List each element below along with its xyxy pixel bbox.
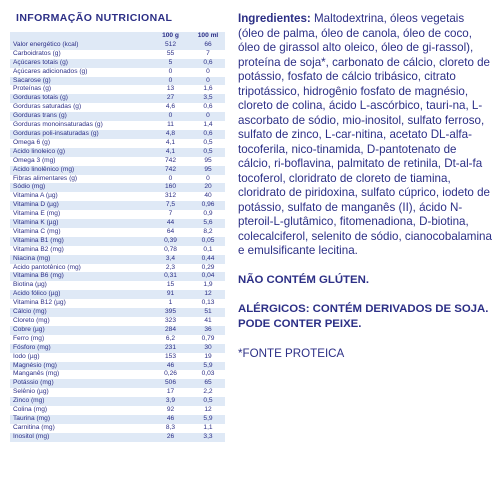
row-value-100g: 92 (150, 406, 188, 415)
row-value-100g: 55 (150, 50, 188, 59)
table-row (10, 388, 225, 397)
row-value-100g: 0 (150, 112, 188, 121)
row-value-100ml: 95 (188, 166, 225, 175)
row-label: Carboidratos (g) (10, 50, 150, 59)
header-100g: 100 g (150, 32, 188, 41)
table-row (10, 246, 225, 255)
row-value-100ml: 5,9 (188, 415, 225, 424)
table-row (10, 201, 225, 210)
row-label: Cálcio (mg) (10, 308, 150, 317)
row-value-100g: 4,6 (150, 103, 188, 112)
nutrition-table (10, 32, 225, 442)
table-row (10, 94, 225, 103)
row-value-100g: 7,5 (150, 201, 188, 210)
table-row (10, 228, 225, 237)
row-value-100g: 284 (150, 326, 188, 335)
table-row (10, 50, 225, 59)
row-value-100ml: 30 (188, 344, 225, 353)
row-value-100g: 231 (150, 344, 188, 353)
row-value-100g: 4,8 (150, 130, 188, 139)
row-label: Colina (mg) (10, 406, 150, 415)
table-row (10, 237, 225, 246)
row-label: Gorduras saturadas (g) (10, 103, 150, 112)
table-row (10, 424, 225, 433)
row-label: Ácido linolênico (mg) (10, 166, 150, 175)
row-value-100ml: 0,05 (188, 237, 225, 246)
row-label: Taurina (mg) (10, 415, 150, 424)
row-label: Cloreto (mg) (10, 317, 150, 326)
row-value-100g: 11 (150, 121, 188, 130)
row-label: Açúcares adicionados (g) (10, 68, 150, 77)
row-value-100ml: 65 (188, 379, 225, 388)
table-row (10, 139, 225, 148)
row-value-100g: 6,2 (150, 335, 188, 344)
row-value-100ml: 12 (188, 406, 225, 415)
row-value-100g: 64 (150, 228, 188, 237)
row-value-100ml: 0,5 (188, 148, 225, 157)
row-label: Iodo (µg) (10, 353, 150, 362)
table-row (10, 415, 225, 424)
allergen-notice: ALÉRGICOS: CONTÉM DERIVADOS DE SOJA. PODE CONTER PEIXE. (238, 303, 489, 330)
row-value-100ml: 0,6 (188, 59, 225, 68)
table-row (10, 379, 225, 388)
row-label: Magnésio (mg) (10, 362, 150, 371)
ingredients-paragraph (238, 12, 492, 259)
row-value-100g: 17 (150, 388, 188, 397)
row-label: Proteínas (g) (10, 85, 150, 94)
row-value-100g: 91 (150, 290, 188, 299)
table-row (10, 219, 225, 228)
row-value-100ml: 5,9 (188, 362, 225, 371)
row-label: Vitamina A (µg) (10, 192, 150, 201)
table-row (10, 326, 225, 335)
row-value-100ml: 0,6 (188, 103, 225, 112)
table-row (10, 397, 225, 406)
info-panel (238, 12, 492, 361)
header-blank (10, 32, 150, 41)
table-row (10, 148, 225, 157)
row-value-100g: 46 (150, 362, 188, 371)
row-value-100g: 3,4 (150, 255, 188, 264)
row-value-100ml: 0,13 (188, 299, 225, 308)
table-row (10, 210, 225, 219)
row-label: Ácido pantotênico (mg) (10, 264, 150, 273)
row-label: Vitamina B2 (mg) (10, 246, 150, 255)
table-header-row (10, 32, 225, 41)
row-label: Vitamina C (mg) (10, 228, 150, 237)
row-label: Valor energético (kcal) (10, 41, 150, 50)
row-value-100ml: 0,5 (188, 139, 225, 148)
row-value-100g: 4,1 (150, 139, 188, 148)
row-value-100g: 0,39 (150, 237, 188, 246)
table-row (10, 41, 225, 50)
row-value-100g: 0 (150, 175, 188, 184)
ingredients-heading: Ingredientes: (238, 12, 311, 25)
row-label: Gorduras monoinsaturadas (g) (10, 121, 150, 130)
row-value-100ml: 0,5 (188, 397, 225, 406)
table-row (10, 353, 225, 362)
row-value-100ml: 0,96 (188, 201, 225, 210)
table-row (10, 344, 225, 353)
row-label: Ácido fólico (µg) (10, 290, 150, 299)
row-label: Sódio (mg) (10, 183, 150, 192)
row-label: Gorduras totais (g) (10, 94, 150, 103)
table-row (10, 157, 225, 166)
table-row (10, 370, 225, 379)
table-row (10, 362, 225, 371)
row-label: Vitamina K (µg) (10, 219, 150, 228)
row-label: Inositol (mg) (10, 433, 150, 442)
row-label: Fibras alimentares (g) (10, 175, 150, 184)
table-row (10, 192, 225, 201)
row-value-100g: 13 (150, 85, 188, 94)
table-row (10, 130, 225, 139)
table-row (10, 77, 225, 86)
row-value-100g: 742 (150, 157, 188, 166)
table-row (10, 183, 225, 192)
table-row (10, 290, 225, 299)
row-value-100ml: 0,9 (188, 210, 225, 219)
row-label: Ferro (mg) (10, 335, 150, 344)
row-value-100g: 0 (150, 77, 188, 86)
row-value-100ml: 0,04 (188, 272, 225, 281)
row-value-100ml: 36 (188, 326, 225, 335)
row-label: Fósforo (mg) (10, 344, 150, 353)
row-value-100ml: 1,4 (188, 121, 225, 130)
row-label: Cobre (µg) (10, 326, 150, 335)
row-value-100g: 7 (150, 210, 188, 219)
row-value-100ml: 51 (188, 308, 225, 317)
table-row (10, 68, 225, 77)
row-label: Gorduras poli-insaturadas (g) (10, 130, 150, 139)
row-value-100ml: 41 (188, 317, 225, 326)
row-value-100g: 8,3 (150, 424, 188, 433)
table-row (10, 281, 225, 290)
row-value-100g: 26 (150, 433, 188, 442)
row-value-100g: 4,1 (150, 148, 188, 157)
row-value-100ml: 0,03 (188, 370, 225, 379)
table-row (10, 317, 225, 326)
row-value-100g: 506 (150, 379, 188, 388)
row-label: Selênio (µg) (10, 388, 150, 397)
row-value-100ml: 0,44 (188, 255, 225, 264)
row-label: Vitamina B1 (mg) (10, 237, 150, 246)
row-label: Carnitina (mg) (10, 424, 150, 433)
row-value-100g: 153 (150, 353, 188, 362)
table-row (10, 59, 225, 68)
header-100ml: 100 ml (188, 32, 225, 41)
row-value-100ml: 8,2 (188, 228, 225, 237)
row-label: Zinco (mg) (10, 397, 150, 406)
nutrition-table-body (10, 41, 225, 442)
row-value-100g: 512 (150, 41, 188, 50)
row-value-100ml: 0,6 (188, 130, 225, 139)
row-value-100g: 27 (150, 94, 188, 103)
protein-footnote: *FONTE PROTEICA (238, 347, 345, 360)
row-value-100g: 1 (150, 299, 188, 308)
row-value-100ml: 19 (188, 353, 225, 362)
row-value-100ml: 0,29 (188, 264, 225, 273)
row-value-100g: 0,31 (150, 272, 188, 281)
row-label: Vitamina E (mg) (10, 210, 150, 219)
row-value-100ml: 66 (188, 41, 225, 50)
row-value-100g: 46 (150, 415, 188, 424)
table-row (10, 121, 225, 130)
row-value-100ml: 2,2 (188, 388, 225, 397)
row-value-100ml: 1,9 (188, 281, 225, 290)
row-label: Omega 6 (g) (10, 139, 150, 148)
gluten-notice: NÃO CONTÉM GLÚTEN. (238, 273, 369, 286)
row-label: Potássio (mg) (10, 379, 150, 388)
table-row (10, 85, 225, 94)
row-value-100ml: 0,79 (188, 335, 225, 344)
row-label: Omega 3 (mg) (10, 157, 150, 166)
row-value-100g: 323 (150, 317, 188, 326)
row-label: Gorduras trans (g) (10, 112, 150, 121)
row-value-100g: 0 (150, 68, 188, 77)
row-value-100ml: 12 (188, 290, 225, 299)
row-value-100g: 3,9 (150, 397, 188, 406)
row-value-100g: 0,78 (150, 246, 188, 255)
row-label: Niacina (mg) (10, 255, 150, 264)
row-value-100ml: 3,5 (188, 94, 225, 103)
table-row (10, 335, 225, 344)
row-value-100g: 0,26 (150, 370, 188, 379)
row-label: Biotina (µg) (10, 281, 150, 290)
table-row (10, 166, 225, 175)
row-value-100ml: 0 (188, 112, 225, 121)
nutrition-title: INFORMAÇÃO NUTRICIONAL (16, 12, 173, 24)
nutrition-panel (10, 12, 225, 442)
row-label: Vitamina D (µg) (10, 201, 150, 210)
table-row (10, 264, 225, 273)
row-value-100g: 395 (150, 308, 188, 317)
ingredients-text: Maltodextrina, óleos vegetais (óleo de palma, óleo de canola, óleo de coco, óleo de girassol alto oleico, óleo de gi-rassol), proteína de soja*, carbonato de cálcio, cloreto de potássio, fosfato de cálcio tribásico, citrato tripotássico, hidrogênio fosfato de magnésio, cloreto de colina, ácido L-ascórbico, tauri-na, L-ascorbato de sódio, mio-inositol, sulfato ferroso, sulfato de zinco, L-car-nitina, acetato DL-alfa-tocoferila, nico-tinamida, D-pantotenato de cálcio, ri-boflavina, palmitato de retinila, Dt-al-fa tocoferol, cloridrato de cloreto de tiamina, cloridrato de piridoxina, sulfato cúprico, iodeto de potássio, sulfato de manganês (II), ácido N-pteroil-L-glutâmico, fitomenadiona, D-biotina, colecalciferol, selenito de sódio, cianocobalamina e emulsificante lecitina. (238, 12, 492, 257)
row-label: Sacarose (g) (10, 77, 150, 86)
table-row (10, 406, 225, 415)
table-row (10, 175, 225, 184)
row-label: Manganês (mg) (10, 370, 150, 379)
table-row (10, 103, 225, 112)
row-label: Vitamina B12 (µg) (10, 299, 150, 308)
row-value-100g: 312 (150, 192, 188, 201)
row-value-100g: 44 (150, 219, 188, 228)
row-value-100g: 15 (150, 281, 188, 290)
table-row (10, 308, 225, 317)
row-value-100ml: 0,1 (188, 246, 225, 255)
table-row (10, 255, 225, 264)
row-value-100ml: 1,1 (188, 424, 225, 433)
row-value-100g: 2,3 (150, 264, 188, 273)
row-label: Açúcares totais (g) (10, 59, 150, 68)
row-value-100ml: 95 (188, 157, 225, 166)
row-label: Ácido linoleico (g) (10, 148, 150, 157)
row-value-100ml: 1,6 (188, 85, 225, 94)
row-value-100ml: 20 (188, 183, 225, 192)
table-row (10, 433, 225, 442)
row-value-100ml: 0 (188, 77, 225, 86)
row-label: Vitamina B6 (mg) (10, 272, 150, 281)
row-value-100ml: 40 (188, 192, 225, 201)
table-row (10, 112, 225, 121)
table-row (10, 299, 225, 308)
row-value-100ml: 5,6 (188, 219, 225, 228)
row-value-100g: 160 (150, 183, 188, 192)
table-row (10, 272, 225, 281)
row-value-100ml: 3,3 (188, 433, 225, 442)
row-value-100ml: 0 (188, 175, 225, 184)
row-value-100g: 5 (150, 59, 188, 68)
row-value-100ml: 7 (188, 50, 225, 59)
row-value-100g: 742 (150, 166, 188, 175)
row-value-100ml: 0 (188, 68, 225, 77)
